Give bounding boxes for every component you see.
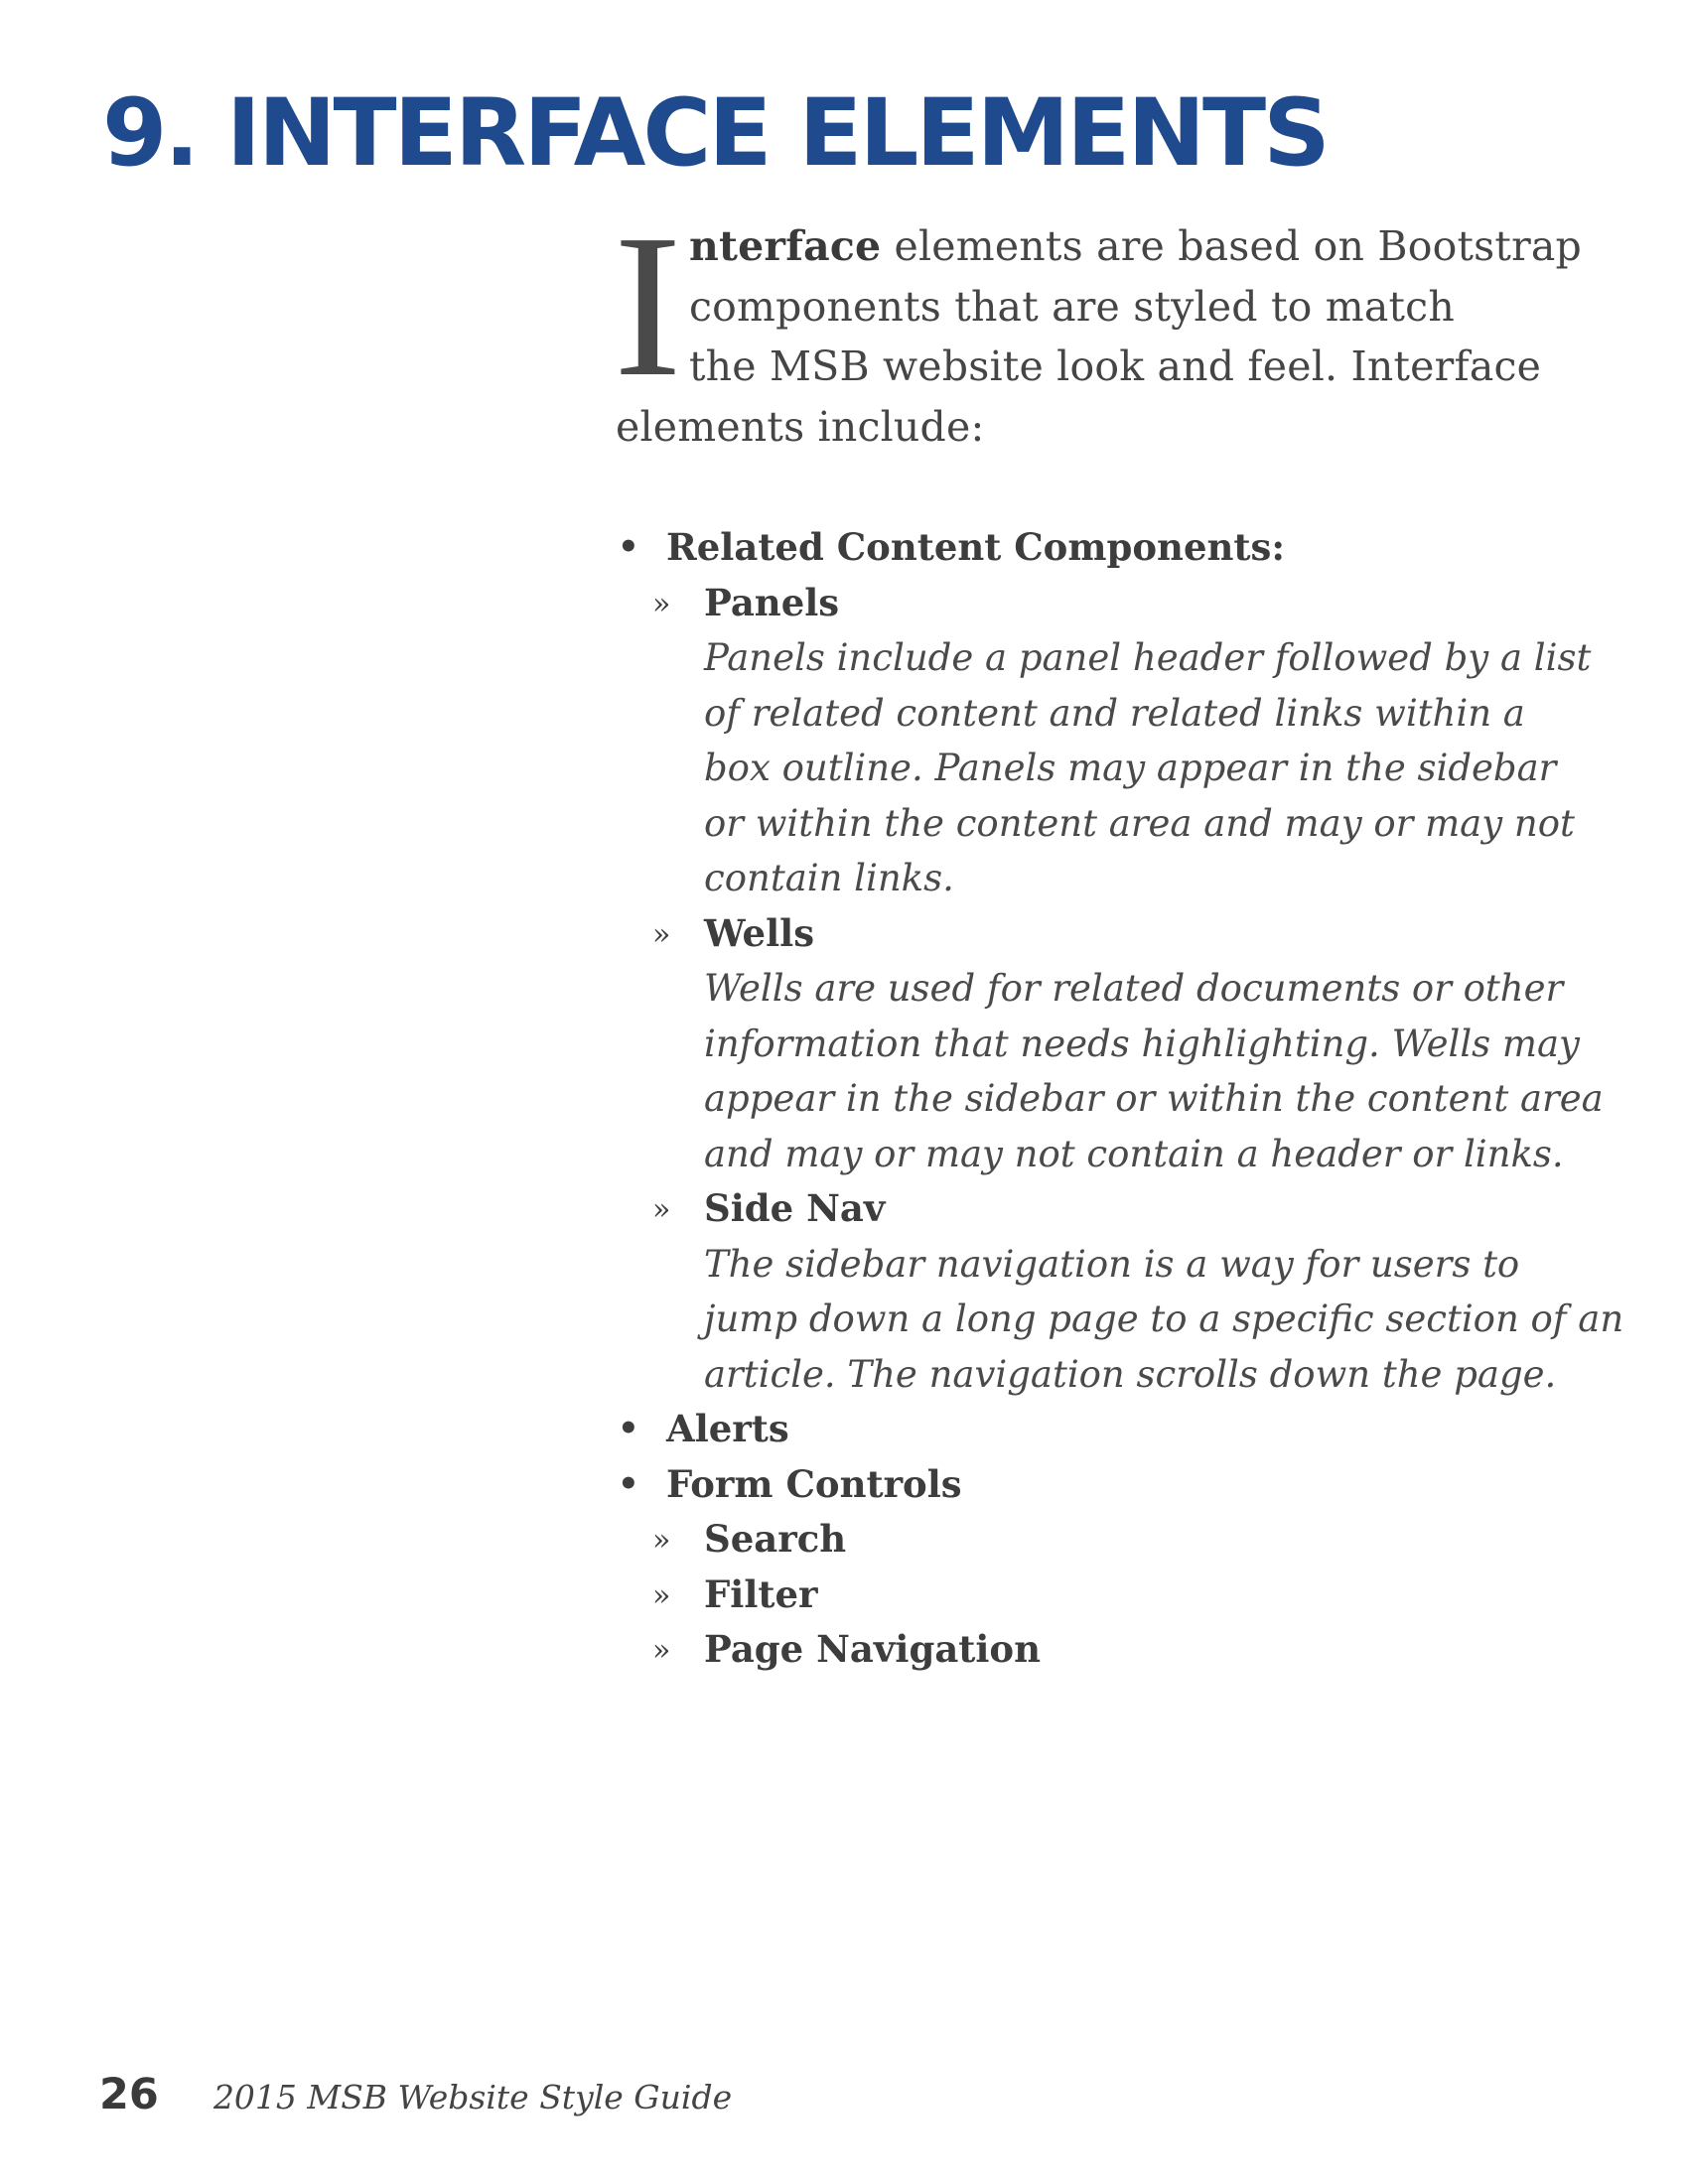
sub-item-side-nav — [616, 1181, 1609, 1237]
sub-item-label: Filter — [704, 1571, 818, 1616]
wells-description — [616, 961, 1657, 1181]
drop-cap: I — [614, 192, 682, 419]
panels-description — [616, 630, 1657, 906]
sub-item-label: Panels — [704, 580, 840, 624]
description-line: article. The navigation scrolls down the page. — [704, 1352, 1557, 1396]
sub-item-label: Page Navigation — [704, 1627, 1042, 1671]
description-line: Wells are used for related documents or other — [704, 967, 1564, 1010]
page-number: 26 — [99, 2070, 159, 2119]
sub-item-panels — [616, 576, 1609, 631]
description-line: jump down a long page to a specific section of an — [704, 1297, 1624, 1340]
bullet-icon: • — [618, 1409, 639, 1448]
list-item-label: Alerts — [666, 1407, 789, 1450]
intro-line-3: the MSB website look and feel. Interface — [689, 342, 1542, 390]
list-item-alerts — [616, 1402, 1609, 1457]
intro-lead-bold: nterface — [689, 222, 882, 270]
sub-item-label: Wells — [704, 910, 815, 955]
sub-item-search — [616, 1512, 1609, 1568]
description-line: or within the content area and may or may not — [704, 801, 1575, 845]
chevron-double-right-icon: » — [652, 1633, 671, 1668]
intro-line-1-rest: elements are based on Bootstrap — [881, 222, 1582, 270]
description-line: and may or may not contain a header or links. — [704, 1132, 1564, 1175]
sub-item-wells — [616, 906, 1609, 962]
list-item-label: Form Controls — [666, 1461, 962, 1506]
side-nav-description — [616, 1237, 1657, 1403]
description-line: contain links. — [704, 857, 954, 899]
footer-title: 2015 MSB Website Style Guide — [212, 2078, 733, 2116]
page-heading: 9. INTERFACE ELEMENTS — [102, 79, 1328, 188]
sub-item-filter — [616, 1568, 1609, 1623]
page-footer — [99, 2070, 732, 2119]
main-content — [614, 192, 1624, 1678]
elements-list — [616, 520, 1624, 1678]
chevron-double-right-icon: » — [652, 1523, 671, 1558]
list-item-form-controls — [616, 1457, 1609, 1513]
description-line: The sidebar navigation is a way for users to — [704, 1242, 1520, 1286]
chevron-double-right-icon: » — [652, 1192, 671, 1227]
list-item-related-content — [616, 520, 1609, 576]
sub-item-label: Search — [704, 1517, 847, 1561]
description-line: of related content and related links within a — [704, 691, 1525, 735]
bullet-icon: • — [618, 1463, 639, 1504]
intro-line-2: components that are styled to match — [689, 282, 1455, 331]
intro-line-4: elements include: — [616, 402, 985, 451]
list-item-label: Related Content Components: — [666, 525, 1285, 569]
sub-item-label: Side Nav — [704, 1186, 886, 1230]
description-line: information that needs highlighting. Wells may — [704, 1022, 1580, 1065]
sub-item-page-navigation — [616, 1622, 1609, 1678]
chevron-double-right-icon: » — [652, 1577, 671, 1613]
description-line: appear in the sidebar or within the content area — [704, 1077, 1604, 1120]
intro-line-1 — [616, 216, 1609, 277]
description-line: Panels include a panel header followed by a list — [704, 636, 1592, 679]
chevron-double-right-icon: » — [652, 916, 671, 952]
intro-paragraph — [614, 192, 1609, 457]
chevron-double-right-icon: » — [652, 586, 671, 621]
description-line: box outline. Panels may appear in the sidebar — [704, 747, 1557, 789]
bullet-icon: • — [618, 527, 639, 567]
